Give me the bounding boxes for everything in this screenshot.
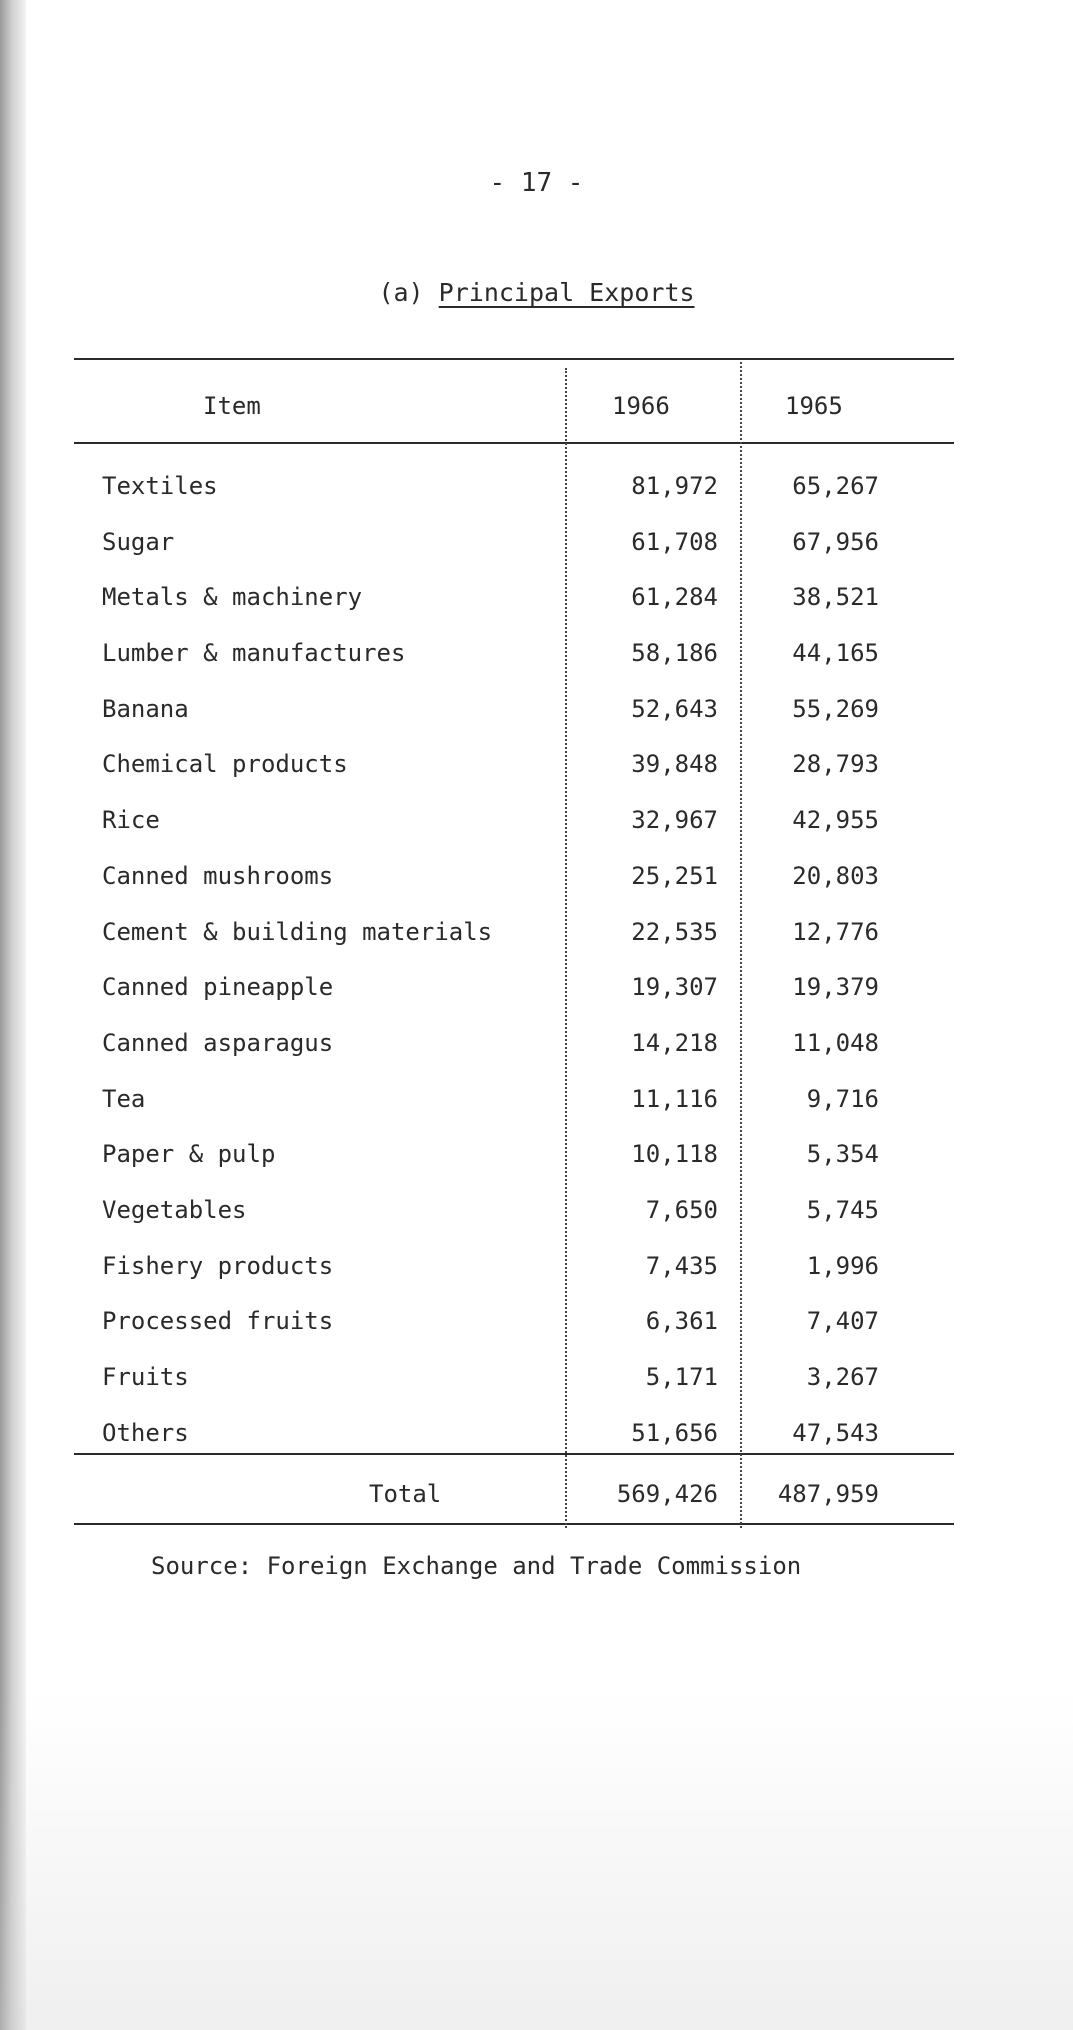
table-row [0, 1022, 1073, 1078]
row-item: Canned mushrooms [102, 861, 334, 890]
row-value-1965: 65,267 [792, 472, 879, 500]
table-row [0, 1189, 1073, 1245]
total-label: Total [369, 1480, 442, 1508]
row-item: Rice [102, 806, 160, 835]
row-item: Vegetables [102, 1195, 247, 1224]
scan-grain [0, 1690, 1073, 2030]
row-value-1965: 12,776 [792, 917, 879, 946]
row-item: Processed fruits [102, 1307, 334, 1336]
row-value-1965: 7,407 [806, 1307, 879, 1336]
row-value-1965: 3,267 [806, 1363, 879, 1391]
table-row [0, 1412, 1073, 1468]
row-value-1965: 55,269 [792, 694, 879, 723]
row-value-1965: 5,354 [806, 1140, 879, 1169]
row-value-1965: 38,521 [792, 583, 879, 612]
row-value-1965: 9,716 [806, 1084, 879, 1113]
row-value-1966: 14,218 [631, 1028, 718, 1057]
row-value-1965: 28,793 [792, 750, 879, 779]
row-item: Sugar [102, 527, 175, 556]
table-row [0, 911, 1073, 967]
row-value-1965: 47,543 [792, 1418, 879, 1447]
row-value-1966: 61,284 [631, 583, 718, 612]
row-value-1966: 61,708 [631, 527, 718, 556]
row-item: Textiles [102, 472, 218, 500]
table-header-rule [74, 442, 954, 444]
table-top-rule [74, 358, 954, 360]
row-item: Canned asparagus [102, 1028, 334, 1057]
row-value-1966: 39,848 [631, 750, 718, 779]
row-value-1965: 11,048 [792, 1028, 879, 1057]
header-1966: 1966 [612, 392, 670, 420]
source-note: Source: Foreign Exchange and Trade Commission [151, 1552, 802, 1580]
row-value-1966: 10,118 [631, 1140, 718, 1169]
row-value-1966: 81,972 [631, 472, 718, 500]
row-value-1965: 1,996 [806, 1251, 879, 1280]
table-row [0, 688, 1073, 744]
row-item: Paper & pulp [102, 1140, 276, 1169]
row-item: Tea [102, 1084, 146, 1113]
table-title-text: Principal Exports [438, 278, 695, 307]
row-item: Others [102, 1418, 189, 1447]
table-title-prefix: (a) [378, 278, 439, 307]
table-row [0, 576, 1073, 632]
row-item: Fruits [102, 1363, 189, 1391]
header-item: Item [203, 392, 261, 420]
row-value-1965: 67,956 [792, 527, 879, 556]
table-body [0, 465, 1073, 1467]
table-row [0, 1133, 1073, 1189]
row-value-1966: 7,650 [645, 1195, 718, 1224]
row-value-1966: 7,435 [645, 1251, 718, 1280]
row-item: Fishery products [102, 1251, 334, 1280]
row-value-1966: 58,186 [631, 639, 718, 668]
table-title [0, 278, 1073, 307]
row-item: Metals & machinery [102, 583, 363, 612]
row-value-1966: 52,643 [631, 694, 718, 723]
row-value-1965: 5,745 [806, 1195, 879, 1224]
row-item: Banana [102, 694, 189, 723]
table-row [0, 632, 1073, 688]
row-value-1966: 11,116 [631, 1084, 718, 1113]
total-value-1965: 487,959 [777, 1480, 879, 1508]
table-row [0, 1245, 1073, 1301]
row-item: Canned pineapple [102, 973, 334, 1002]
table-row [0, 966, 1073, 1022]
row-value-1966: 19,307 [631, 973, 718, 1002]
row-value-1965: 20,803 [792, 861, 879, 890]
row-value-1966: 5,171 [645, 1363, 718, 1391]
row-value-1965: 44,165 [792, 639, 879, 668]
total-value-1966: 569,426 [616, 1480, 718, 1508]
table-row [0, 855, 1073, 911]
table-bottom-rule [74, 1523, 954, 1525]
header-1965: 1965 [785, 392, 843, 420]
row-value-1965: 19,379 [792, 973, 879, 1002]
table-row [0, 521, 1073, 577]
row-value-1966: 6,361 [645, 1307, 718, 1336]
table-row [0, 1300, 1073, 1356]
table-row [0, 799, 1073, 855]
table-row [0, 465, 1073, 521]
row-item: Lumber & manufactures [102, 639, 406, 668]
row-value-1966: 25,251 [631, 861, 718, 890]
row-value-1966: 22,535 [631, 917, 718, 946]
table-row [0, 1356, 1073, 1412]
row-item: Chemical products [102, 750, 348, 779]
table-row [0, 743, 1073, 799]
row-value-1966: 51,656 [631, 1418, 718, 1447]
page-number: - 17 - [489, 168, 584, 198]
row-value-1966: 32,967 [631, 806, 718, 835]
row-value-1965: 42,955 [792, 806, 879, 835]
row-item: Cement & building materials [102, 917, 493, 946]
table-row [0, 1078, 1073, 1134]
